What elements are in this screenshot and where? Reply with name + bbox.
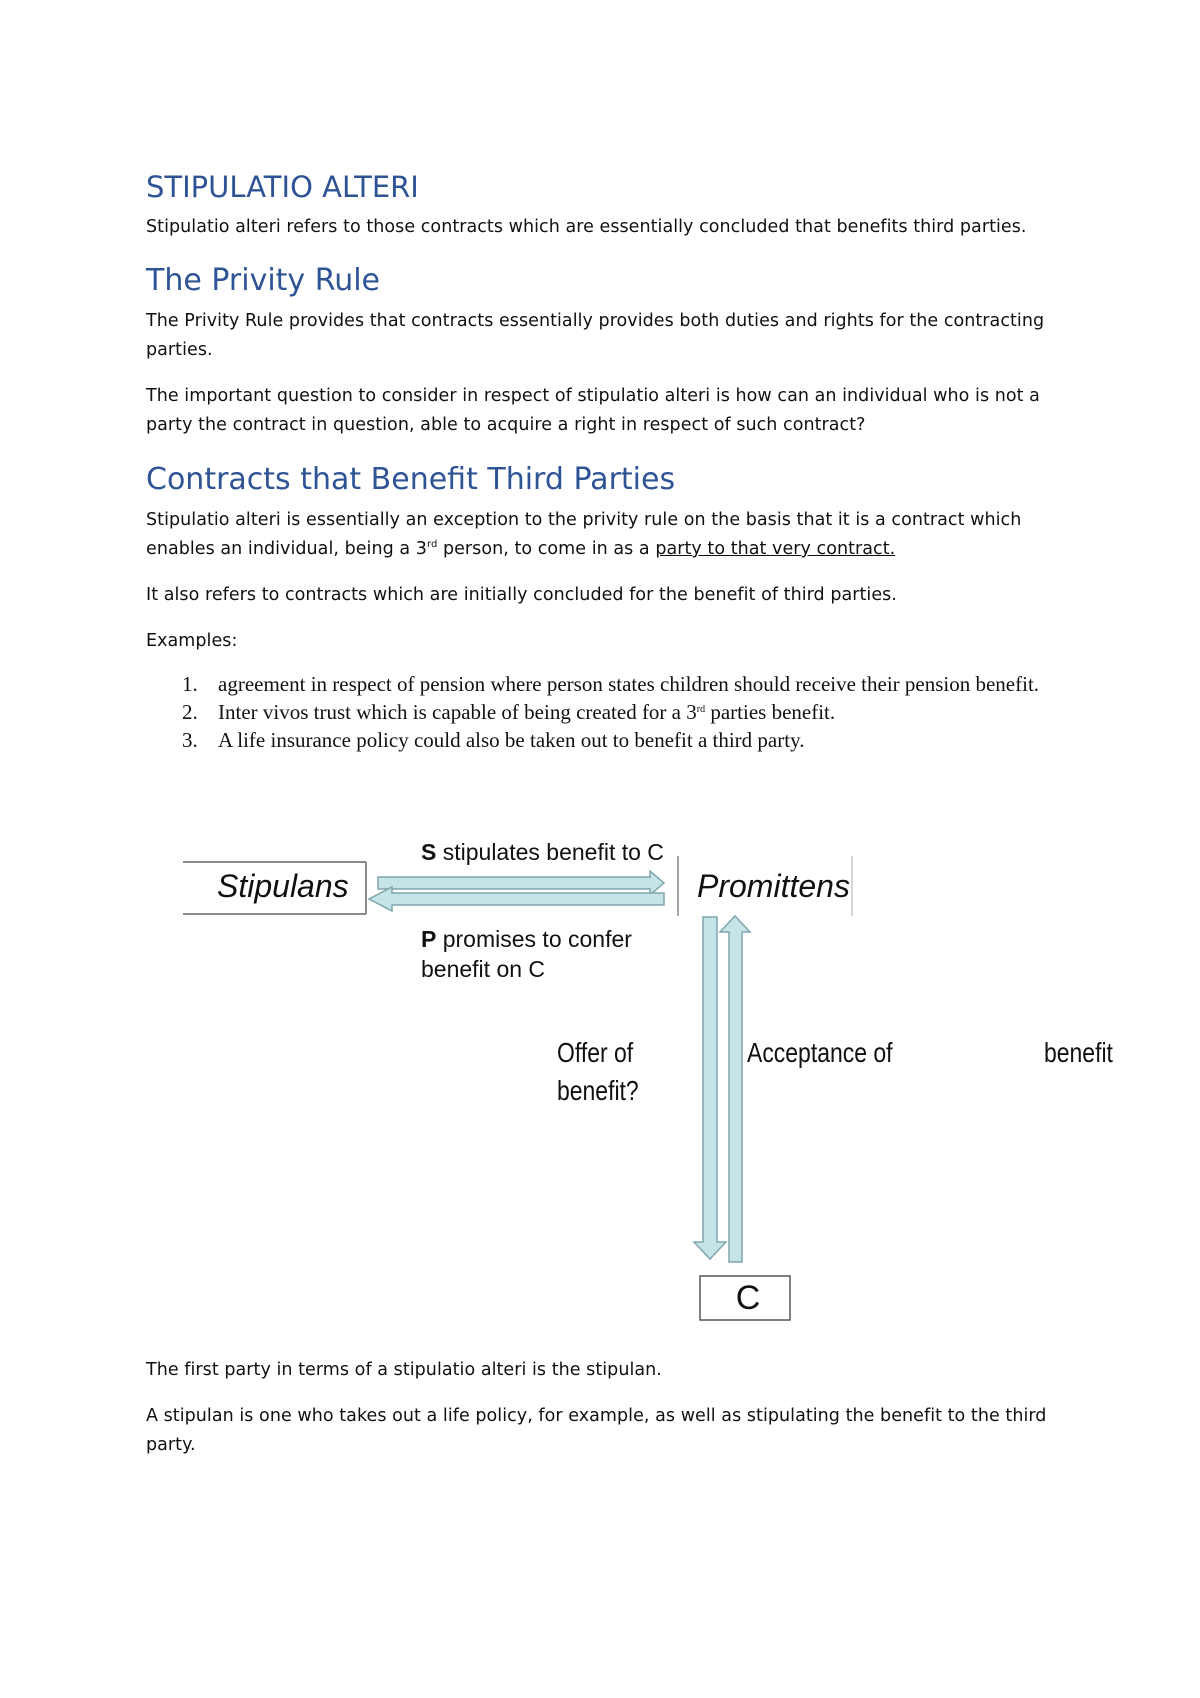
list-item: 3. A life insurance policy could also be taken out to benefit a third party. [182,728,805,752]
arrow-down [694,917,726,1259]
arrow-up [720,916,750,1262]
arrow-right [378,871,664,895]
heading-contracts-third-parties: Contracts that Benefit Third Parties [146,462,676,497]
stipulates-label: S stipulates benefit to C [421,839,664,865]
arrow-left [369,887,664,911]
offer-of-benefit-label: Offer of benefit? [557,1037,639,1106]
c-label: C [735,1279,761,1317]
paragraph-exception: Stipulatio alteri is essentially an exception to the privity rule on the basis that it is a contract which enables an individual, being a 3rd person, to come in as a party to that very contract. [146,510,1022,559]
heading-stipulatio-alteri: STIPULATIO ALTERI [146,170,419,204]
benefit-label: benefit [1044,1037,1113,1068]
acceptance-of-label: Acceptance of [747,1037,893,1068]
heading-privity-rule: The Privity Rule [146,263,381,298]
paragraph-initially-concluded: It also refers to contracts which are initially concluded for the benefit of third parties. [146,585,897,605]
paragraph-stipulatio-definition: Stipulatio alteri refers to those contracts which are essentially concluded that benefits third parties. [146,217,1027,237]
underlined-phrase: party to that very contract. [655,539,896,559]
paragraph-privity-rule: The Privity Rule provides that contracts essentially provides both duties and rights for the contracting parties. [146,311,1045,360]
paragraph-important-question: The important question to consider in respect of stipulatio alteri is how can an individual who is not a party the contract in question, able to acquire a right in respect of such contract? [146,386,1040,435]
paragraph-stipulan-definition: A stipulan is one who takes out a life policy, for example, as well as stipulating the benefit to the third party. [146,1406,1047,1455]
promises-label: P promises to confer benefit on C [421,926,632,982]
list-item: 2. Inter vivos trust which is capable of being created for a 3rd parties benefit. [182,700,836,724]
examples-label: Examples: [146,631,238,651]
promittens-label: Promittens [697,868,850,904]
stipulans-label: Stipulans [217,868,349,904]
list-item: 1. agreement in respect of pension where person states children should receive their pension benefit. [182,672,1040,696]
paragraph-first-party: The first party in terms of a stipulatio alteri is the stipulan. [146,1360,662,1380]
